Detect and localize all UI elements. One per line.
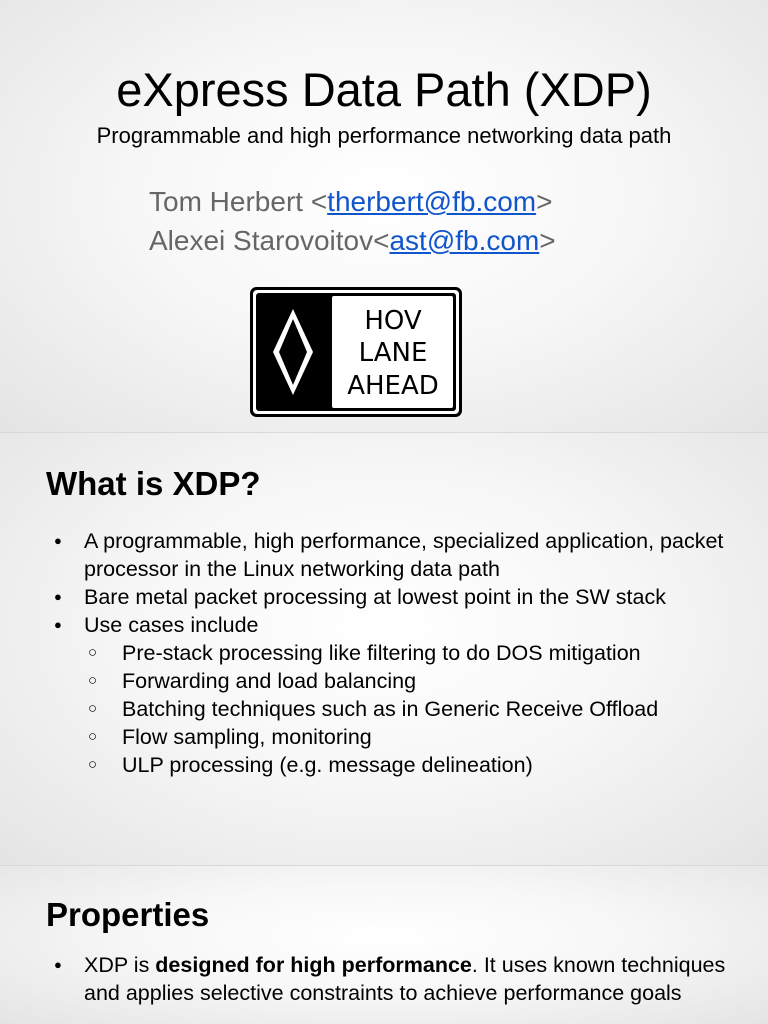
author-email-close: >: [539, 225, 556, 256]
sub-bullet-list: [84, 639, 750, 779]
sign-line-3: AHEAD: [347, 371, 439, 401]
author-email-close: >: [536, 186, 553, 217]
bullet-item: [50, 611, 750, 779]
author-email-link[interactable]: ast@fb.com: [389, 225, 540, 256]
bullet-prefix: XDP is: [84, 953, 156, 977]
author-tom-herbert: [149, 186, 552, 218]
slide-subtitle: Programmable and high performance networking data path: [96, 123, 672, 148]
bullet-item: ● Bare metal packet processing at lowest point in the SW stack: [50, 583, 750, 611]
bullet-item: ● A programmable, high performance, specialized application, packet processor in the Linux networking data path: [50, 527, 750, 583]
sub-bullet-item: ○ Flow sampling, monitoring: [84, 723, 750, 751]
what-is-xdp-slide: [0, 433, 768, 865]
sub-bullet-item: ○ Forwarding and load balancing: [84, 667, 750, 695]
author-alexei-starovoitov: [149, 225, 556, 257]
sub-bullet-item: ○ Batching techniques such as in Generic Receive Offload: [84, 695, 750, 723]
slide-title: eXpress Data Path (XDP): [116, 63, 652, 116]
bullet-text: Use cases include: [84, 613, 259, 637]
sign-line-2: LANE: [358, 338, 428, 368]
bullet-list: [50, 527, 750, 779]
sub-bullet-item: ○ Pre-stack processing like filtering to do DOS mitigation: [84, 639, 750, 667]
author-email-link[interactable]: therbert@fb.com: [327, 186, 537, 217]
title-slide: [0, 0, 768, 432]
hov-lane-sign-image: [250, 287, 462, 417]
bullet-list: [50, 951, 750, 1007]
bullet-item: [50, 951, 750, 1007]
bullet-bold-text: designed for high performance: [155, 953, 472, 977]
sign-line-1: HOV: [364, 306, 422, 336]
author-name: Alexei Starovoitov<: [149, 225, 390, 256]
properties-slide: [0, 866, 768, 1024]
slide-heading: What is XDP?: [46, 465, 261, 502]
slide-heading: Properties: [46, 896, 210, 933]
bullet-suffix: . It uses known techniques and applies selective constraints to achieve performance goals: [84, 953, 726, 1005]
author-name: Tom Herbert <: [149, 186, 328, 217]
sub-bullet-item: ○ ULP processing (e.g. message delineation): [84, 751, 750, 779]
